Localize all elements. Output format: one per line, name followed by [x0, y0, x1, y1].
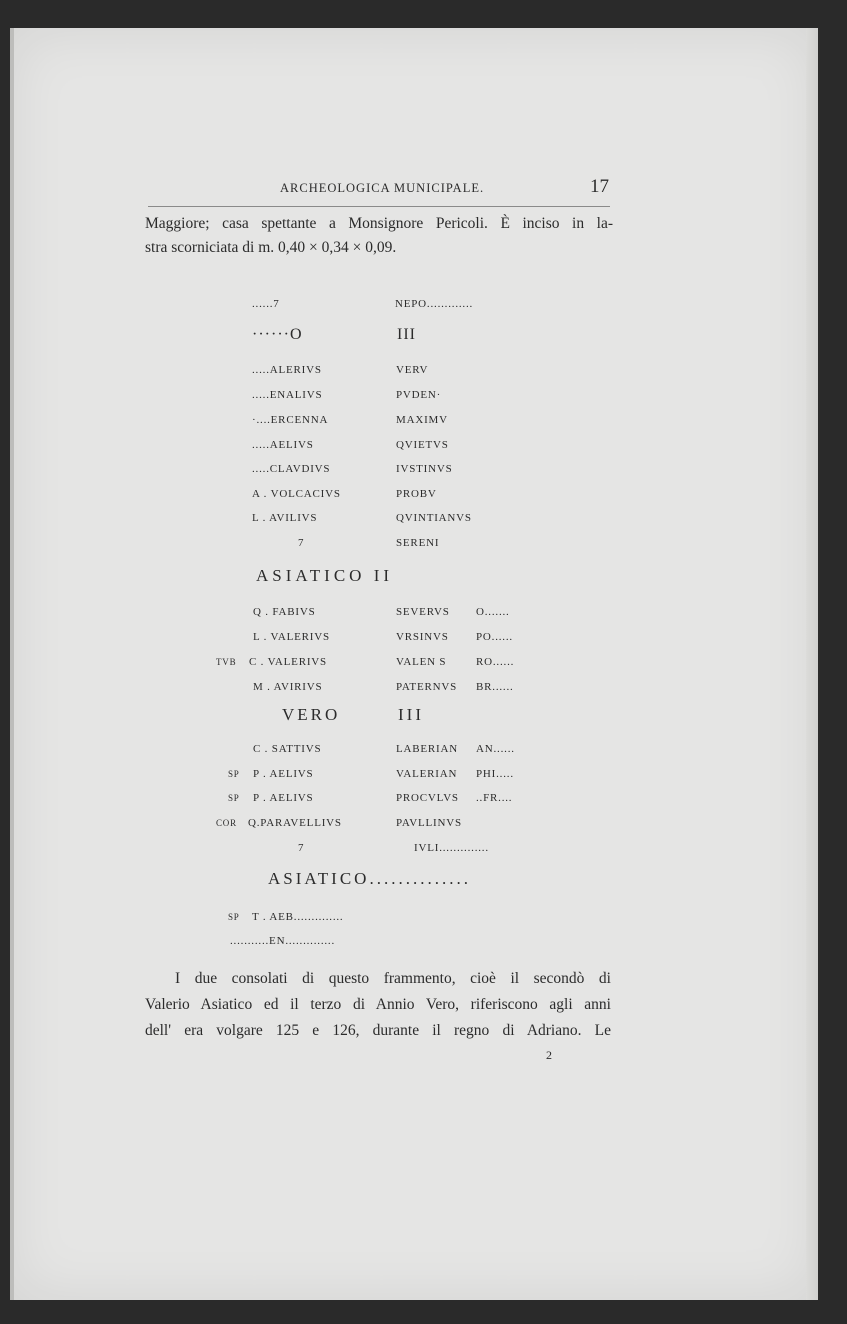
inscription-heading: VERO [282, 705, 341, 724]
inscription-left: L . VALERIVS [253, 631, 330, 643]
inscription-left: C . VALERIVS [249, 656, 327, 668]
inscription-line: T . AEB.............. [252, 911, 344, 923]
inscription-right: IVSTINVS [396, 463, 453, 475]
inscription-left: P . AELIVS [253, 792, 314, 804]
inscription-prefix: SP [228, 793, 240, 803]
inscription-right: VRSINVS [396, 631, 449, 643]
inscription-prefix: SP [228, 769, 240, 779]
inscription-right: VERV [396, 364, 429, 376]
running-title: ARCHEOLOGICA MUNICIPALE. [280, 181, 485, 195]
inscription-heading: ASIATICO.............. [268, 869, 471, 888]
inscription-right: QVIETVS [396, 439, 449, 451]
inscription-left: M . AVIRIVS [253, 681, 323, 693]
paragraph-line: Valerio Asiatico ed il terzo di Annio Vero, riferiscono agli anni [145, 996, 611, 1013]
paragraph-line: dell' era volgare 125 e 126, durante il regno di Adriano. Le [145, 1022, 611, 1039]
body-paragraph [145, 966, 611, 1044]
inscription-right: PATERNVS [396, 681, 458, 693]
inscription-left: L . AVILIVS [252, 512, 318, 524]
inscription-heading: ASIATICO II [256, 566, 394, 585]
inscription-heading: III [398, 705, 424, 724]
inscription-right: QVINTIANVS [396, 512, 472, 524]
inscription-right: MAXIMV [396, 414, 448, 426]
inscription-right: PVDEN· [396, 389, 442, 401]
inscription-right: SEVERVS [396, 606, 450, 618]
intro-line: stra scorniciata di m. 0,40 × 0,34 × 0,09. [145, 239, 397, 256]
inscription-right: III [397, 326, 416, 343]
inscription-prefix: SP [228, 912, 240, 922]
inscription-left: 7 [298, 537, 305, 549]
inscription-right: NEPO............. [395, 298, 474, 310]
page-number: 17 [590, 176, 609, 197]
inscription-left: Q.PARAVELLIVS [248, 817, 342, 829]
page-edge [806, 28, 818, 1300]
inscription-extra: AN...... [476, 743, 515, 755]
signature-mark: 2 [546, 1048, 552, 1062]
inscription-left: .....AELIVS [252, 439, 314, 451]
inscription-right: VALEN S [396, 656, 447, 668]
intro-line: Maggiore; casa spettante a Monsignore Pericoli. È inciso in la- [145, 215, 613, 232]
inscription-right: SERENI [396, 537, 440, 549]
inscription-extra: PO...... [476, 631, 513, 643]
intro-text [145, 212, 613, 260]
inscription-left: ......7 [252, 298, 280, 310]
inscription-left: Q . FABIVS [253, 606, 316, 618]
inscription-prefix: COR [216, 818, 237, 828]
inscription-right: PROCVLVS [396, 792, 459, 804]
inscription-extra: ..FR.... [476, 792, 513, 804]
inscription-left: 7 [298, 842, 305, 854]
inscription-prefix: TVB [216, 657, 237, 667]
inscription-extra: BR...... [476, 681, 514, 693]
inscription-left: C . SATTIVS [253, 743, 322, 755]
inscription-extra: RO...... [476, 656, 515, 668]
inscription-line: ...........EN.............. [230, 935, 336, 947]
inscription-right: PAVLLINVS [396, 817, 462, 829]
inscription-left: .....CLAVDIVS [252, 463, 331, 475]
inscription-right: PROBV [396, 488, 437, 500]
inscription-right: VALERIAN [396, 768, 458, 780]
inscription-left: ······O [252, 326, 303, 343]
inscription-right: LABERIAN [396, 743, 459, 755]
inscription-left: ·....ERCENNA [252, 414, 329, 426]
inscription-extra: O....... [476, 606, 510, 618]
header-rule [148, 206, 610, 207]
page-binding [10, 28, 14, 1300]
inscription-left: .....ENALIVS [252, 389, 323, 401]
paragraph-line: I due consolati di questo frammento, cioè il secondò di [175, 970, 611, 987]
inscription-right: IVLI.............. [414, 842, 489, 854]
inscription-extra: PHI..... [476, 768, 514, 780]
inscription-left: .....ALERIVS [252, 364, 322, 376]
inscription-left: A . VOLCACIVS [252, 488, 341, 500]
inscription-left: P . AELIVS [253, 768, 314, 780]
